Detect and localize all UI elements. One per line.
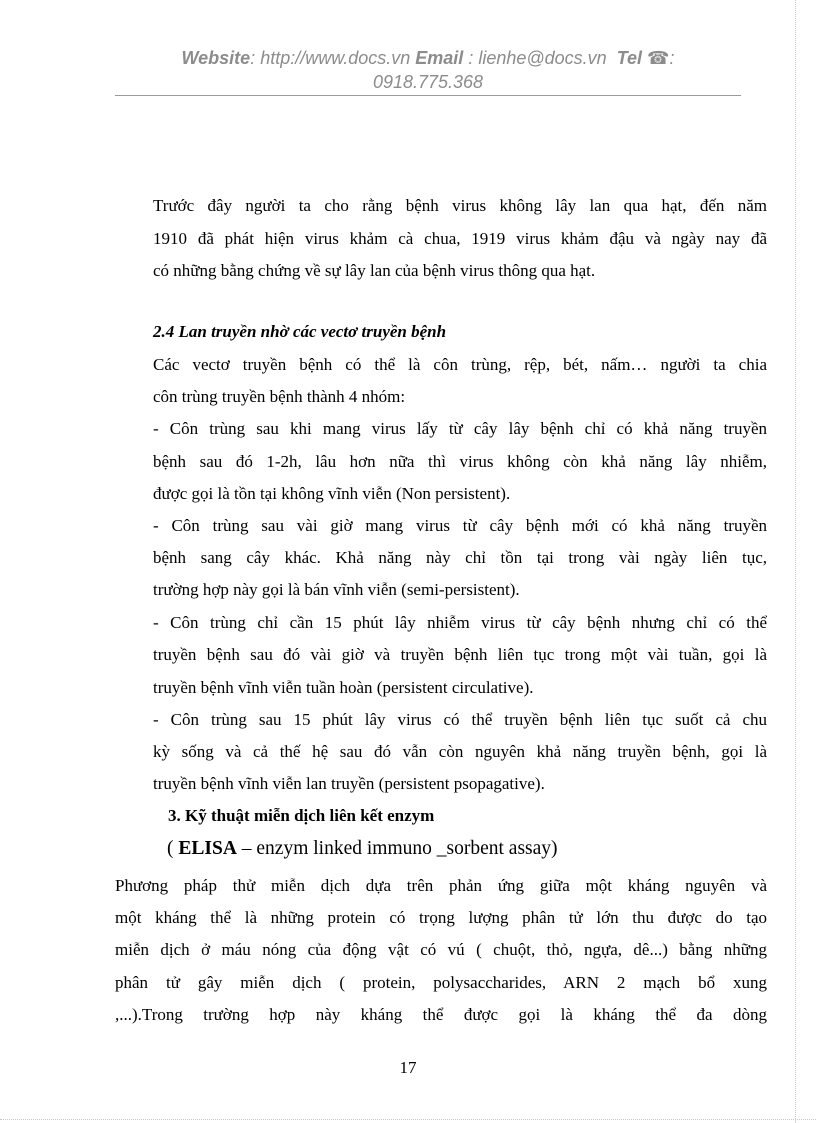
list-item-line: - Côn trùng sau khi mang virus lấy từ cây lây bệnh chỉ có khả năng truyền: [153, 419, 767, 438]
body-line: miễn dịch ở máu nóng của động vật có vú ( chuột, thỏ, ngựa, dê...) bằng những: [115, 940, 767, 959]
list-item-line: truyền bệnh vĩnh viễn tuần hoàn (persistent circulative).: [153, 678, 534, 697]
email-label: Email: [415, 48, 464, 68]
paragraph-line: 1910 đã phát hiện virus khảm cà chua, 1919 virus khảm đậu và ngày nay đã: [153, 229, 767, 248]
right-margin-dots: [795, 0, 796, 1123]
email-address: : lienhe@docs.vn: [463, 48, 607, 68]
elisa-open: (: [167, 838, 179, 859]
tel-colon: :: [669, 48, 675, 68]
list-item-line: - Côn trùng chỉ cần 15 phút lây nhiễm virus từ cây bệnh nhưng chỉ có thể: [153, 613, 767, 632]
list-item-line: kỳ sống và cả thế hệ sau đó vẫn còn nguyên khả năng truyền bệnh, gọi là: [153, 742, 767, 761]
website-label: Website: [181, 48, 251, 68]
page-number: 17: [399, 1058, 417, 1077]
list-item-line: truyền bệnh sau đó vài giờ và truyền bệnh liên tục trong một vài tuần, gọi là: [153, 645, 767, 664]
section-heading-2-4: 2.4 Lan truyền nhờ các vectơ truyền bệnh: [153, 322, 447, 341]
list-item-line: bệnh sau đó 1-2h, lâu hơn nữa thì virus không còn khả năng lây nhiễm,: [153, 452, 767, 471]
section-heading-3: 3. Kỹ thuật miễn dịch liên kết enzym: [168, 806, 435, 825]
tel-number: 0918.775.368: [372, 72, 484, 92]
list-item-line: - Côn trùng sau vài giờ mang virus từ cây bệnh mới có khả năng truyền: [153, 516, 767, 535]
intro-line: côn trùng truyền bệnh thành 4 nhóm:: [153, 387, 406, 406]
body-line: ,...).Trong trường hợp này kháng thể được gọi là kháng thể đa dòng: [115, 1005, 767, 1024]
elisa-acronym: ELISA: [178, 838, 237, 859]
paragraph-line: Trước đây người ta cho rằng bệnh virus không lây lan qua hạt, đến năm: [153, 196, 767, 215]
body-line: Phương pháp thử miễn dịch dựa trên phản ứng giữa một kháng nguyên và: [115, 876, 767, 895]
list-item-line: bệnh sang cây khác. Khả năng này chỉ tồn tại trong vài ngày liên tục,: [153, 548, 767, 567]
list-item-line: truyền bệnh vĩnh viễn lan truyền (persistent psopagative).: [153, 774, 545, 793]
header-line-1: [115, 46, 741, 70]
phone-icon: ☎: [647, 48, 670, 68]
intro-line: Các vectơ truyền bệnh có thể là côn trùng, rệp, bét, nấm… người ta chia: [153, 355, 767, 374]
paragraph-line: có những bằng chứng về sự lây lan của bệnh virus thông qua hạt.: [153, 261, 596, 280]
body-line: phân tử gây miễn dịch ( protein, polysaccharides, ARN 2 mạch bổ xung: [115, 973, 767, 992]
list-item-line: - Côn trùng sau 15 phút lây virus có thể truyền bệnh liên tục suốt cả chu: [153, 710, 767, 729]
elisa-expansion: – enzym linked immuno _sorbent assay): [236, 838, 558, 859]
header-divider: [115, 95, 741, 96]
website-url: : http://www.docs.vn: [250, 48, 411, 68]
page-header: [115, 46, 741, 94]
elisa-subtitle: [167, 839, 558, 859]
list-item-line: trường hợp này gọi là bán vĩnh viễn (semi-persistent).: [153, 580, 520, 599]
list-item-line: được gọi là tồn tại không vĩnh viễn (Non persistent).: [153, 484, 511, 503]
tel-label: Tel: [616, 48, 643, 68]
bottom-margin-dots: [0, 1119, 816, 1120]
body-line: một kháng thể là những protein có trọng lượng phân tử lớn thu được do tạo: [115, 908, 767, 927]
